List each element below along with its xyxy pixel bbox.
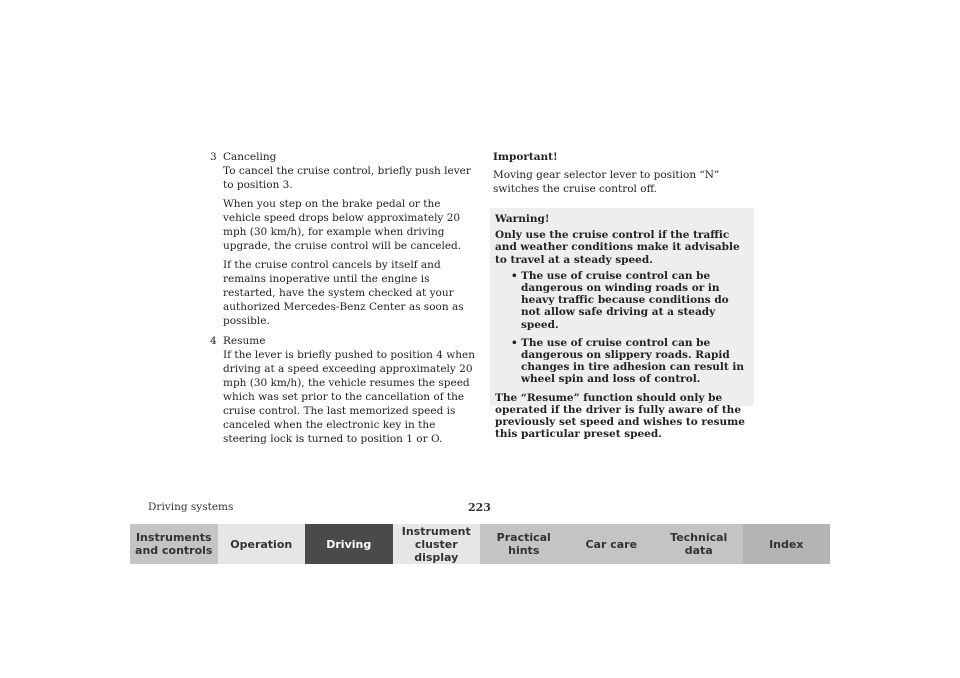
tab-instruments-and-controls[interactable]: Instruments and controls — [130, 524, 218, 564]
tab-index[interactable]: Index — [743, 524, 831, 564]
important-heading: Important! — [493, 151, 558, 163]
item-canceling — [210, 150, 478, 328]
item-number: 3 — [210, 151, 217, 163]
page-number: 223 — [468, 501, 491, 514]
tab-car-care[interactable]: Car care — [568, 524, 656, 564]
item-resume — [210, 334, 478, 446]
bullet-text: The use of cruise control can be dangerous on winding roads or in heavy traffic because conditions do not allow safe driving at a steady speed. — [521, 269, 729, 331]
left-column — [210, 150, 478, 452]
section-title: Driving systems — [148, 501, 234, 513]
paragraph: When you step on the brake pedal or the vehicle speed drops below approximately 20 mph (30 km/h), for example when driving upgrade, the cruise control will be canceled. — [223, 198, 462, 252]
item-title: Canceling — [223, 151, 277, 163]
warning-outro: The “Resume” function should only be operated if the driver is fully aware of the previously set speed and wishes to resume this particular preset speed. — [495, 391, 745, 441]
paragraph: If the lever is briefly pushed to position 4 when driving at a speed exceeding approximately 20 mph (30 km/h), the vehicle resumes the speed which was set prior to the cancellation of the cruise control. The last memorized speed is canceled when the electronic key in the steering lock is turned to position 1 or O. — [223, 349, 475, 445]
tab-instrument-cluster-display[interactable]: Instrument cluster display — [393, 524, 481, 564]
warning-intro: Only use the cruise control if the traffic and weather conditions make it advisable to travel at a steady speed. — [495, 229, 740, 266]
paragraph: To cancel the cruise control, briefly push lever to position 3. — [223, 165, 471, 191]
bullet-icon: • — [511, 269, 518, 282]
bullet-icon: • — [511, 336, 518, 349]
tab-operation[interactable]: Operation — [218, 524, 306, 564]
important-text: Moving gear selector lever to position “N” switches the cruise control off. — [493, 169, 720, 195]
tab-practical-hints[interactable]: Practical hints — [480, 524, 568, 564]
right-column — [493, 150, 755, 196]
tab-technical-data[interactable]: Technical data — [655, 524, 743, 564]
bullet-text: The use of cruise control can be dangerous on slippery roads. Rapid changes in tire adhesion can result in wheel spin and loss of control. — [521, 336, 745, 386]
item-number: 4 — [210, 335, 217, 347]
chapter-nav — [130, 524, 830, 564]
paragraph: If the cruise control cancels by itself and remains inoperative until the engine is restarted, have the system checked at your authorized Mercedes-Benz Center as soon as possible. — [223, 259, 464, 327]
warning-title: Warning! — [495, 213, 550, 225]
warning-bullet — [511, 270, 748, 331]
warning-box — [490, 208, 754, 441]
tab-driving[interactable]: Driving — [305, 524, 393, 564]
item-title: Resume — [223, 335, 266, 347]
warning-bullet — [511, 337, 748, 386]
